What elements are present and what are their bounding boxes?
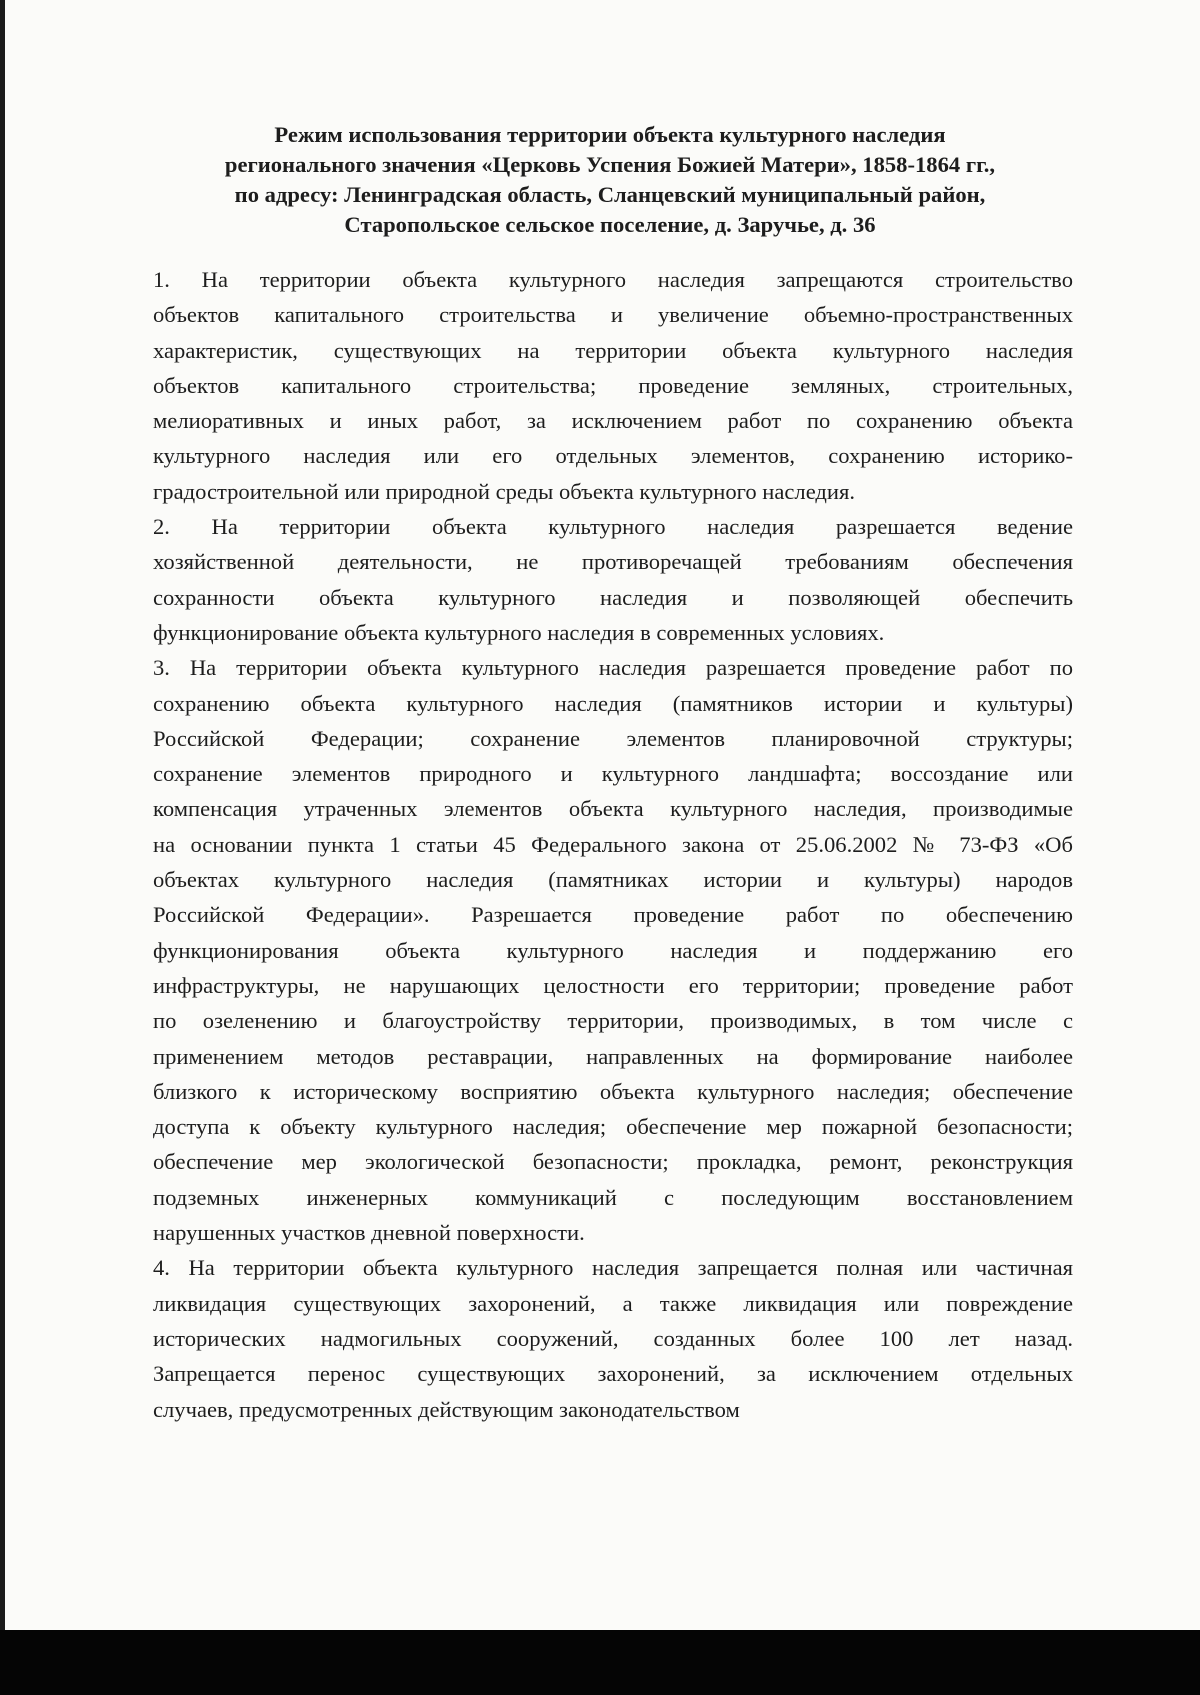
text-line: случаев, предусмотренных действующим законодательством: [153, 1396, 740, 1422]
text-line: сохранение элементов природного и культурного ландшафта; воссоздание или: [153, 761, 1073, 787]
text-line: культурного наследия или его отдельных элементов, сохранению историко-: [153, 443, 1073, 469]
title-line: по адресу: Ленинградская область, Сланцевский муниципальный район,: [234, 182, 986, 207]
text-line: инфраструктуры, не нарушающих целостности его территории; проведение работ: [153, 972, 1073, 998]
paragraph-1: [153, 262, 1073, 509]
paragraph-3: [153, 650, 1073, 1250]
text-line: на основании пункта 1 статьи 45 Федерального закона от 25.06.2002 № 73-ФЗ «Об: [153, 831, 1073, 857]
text-line: характеристик, существующих на территории объекта культурного наследия: [153, 337, 1073, 363]
scan-bottom-band: [0, 1630, 1200, 1695]
title-line: Режим использования территории объекта культурного наследия: [274, 122, 946, 147]
paragraph-2: [153, 509, 1073, 650]
text-line: Запрещается перенос существующих захоронений, за исключением отдельных: [153, 1361, 1073, 1387]
text-line: доступа к объекту культурного наследия; обеспечение мер пожарной безопасности;: [153, 1114, 1073, 1140]
scan-left-edge: [0, 0, 5, 1630]
text-line: по озеленению и благоустройству территории, производимых, в том числе с: [153, 1008, 1073, 1034]
text-line: объектов капитального строительства и увеличение объемно-пространственных: [153, 302, 1073, 328]
text-line: компенсация утраченных элементов объекта культурного наследия, производимые: [153, 796, 1073, 822]
text-line: градостроительной или природной среды объекта культурного наследия.: [153, 478, 856, 504]
text-line: 3. На территории объекта культурного наследия разрешается проведение работ по: [153, 655, 1073, 681]
document-body: [153, 262, 1073, 1427]
text-line: 2. На территории объекта культурного наследия разрешается ведение: [153, 514, 1073, 540]
text-line: функционирование объекта культурного наследия в современных условиях.: [153, 619, 885, 645]
text-line: сохранению объекта культурного наследия (памятников истории и культуры): [153, 690, 1073, 716]
text-line: объектах культурного наследия (памятниках истории и культуры) народов: [153, 867, 1073, 893]
text-line: близкого к историческому восприятию объекта культурного наследия; обеспечение: [153, 1078, 1073, 1104]
text-line: обеспечение мер экологической безопасности; прокладка, ремонт, реконструкция: [153, 1149, 1073, 1175]
title-line: регионального значения «Церковь Успения Божией Матери», 1858-1864 гг.,: [224, 152, 996, 177]
text-line: подземных инженерных коммуникаций с последующим восстановлением: [153, 1184, 1073, 1210]
text-line: Российской Федерации; сохранение элементов планировочной структуры;: [153, 725, 1073, 751]
text-line: сохранности объекта культурного наследия и позволяющей обеспечить: [153, 584, 1073, 610]
text-line: 1. На территории объекта культурного наследия запрещаются строительство: [153, 267, 1073, 292]
text-line: функционирования объекта культурного наследия и поддержанию его: [153, 937, 1073, 963]
document-title: [150, 120, 1070, 240]
title-line: Старопольское сельское поселение, д. Заручье, д. 36: [344, 212, 876, 237]
text-line: нарушенных участков дневной поверхности.: [153, 1220, 585, 1246]
text-line: 4. На территории объекта культурного наследия запрещается полная или частичная: [153, 1255, 1073, 1281]
text-line: объектов капитального строительства; проведение земляных, строительных,: [153, 372, 1073, 398]
text-line: хозяйственной деятельности, не противоречащей требованиям обеспечения: [153, 549, 1073, 575]
text-line: исторических надмогильных сооружений, созданных более 100 лет назад.: [153, 1325, 1073, 1351]
paragraph-4: [153, 1250, 1073, 1426]
text-line: Российской Федерации». Разрешается проведение работ по обеспечению: [153, 902, 1073, 928]
text-line: мелиоративных и иных работ, за исключением работ по сохранению объекта: [153, 408, 1073, 434]
text-line: применением методов реставрации, направленных на формирование наиболее: [153, 1043, 1073, 1069]
text-line: ликвидация существующих захоронений, а также ликвидация или повреждение: [153, 1290, 1073, 1316]
